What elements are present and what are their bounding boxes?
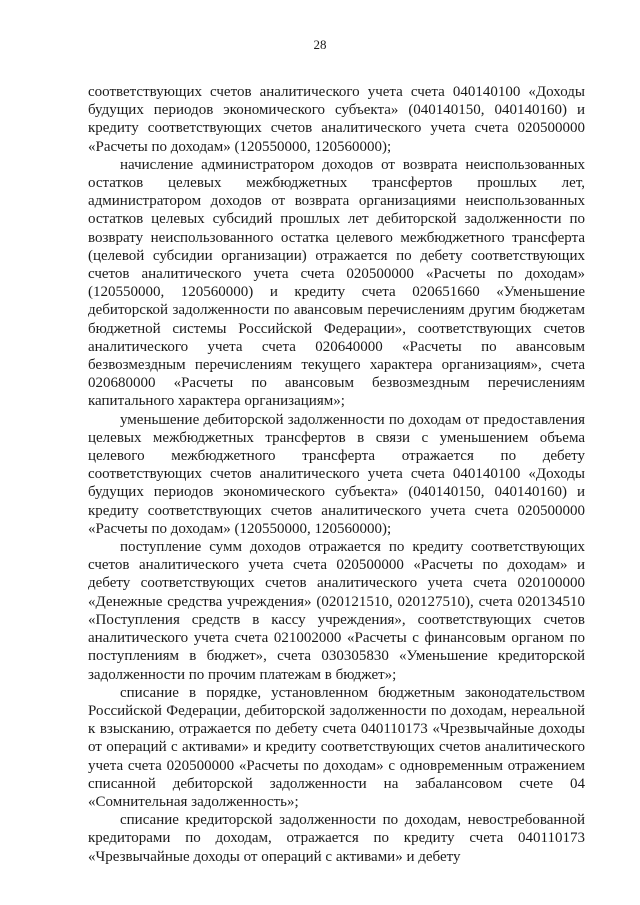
paragraph: соответствующих счетов аналитического учета счета 040140100 «Доходы будущих периодов экономического субъекта» (040140150, 040140160) и кредиту соответствующих счетов аналитического учета счета 020500000 «Расчеты по доходам» (120550000, 120560000); [88,84,585,155]
paragraph: списание в порядке, установленном бюджетным законодательством Российской Федерации, дебиторской задолженности по доходам, нереальной к взысканию, отражается по дебету счета 040110173 «Чрезвычайные доходы от операций с активами» и кредиту соответствующих счетов аналитического учета счета 020500000 «Расчеты по доходам» с одновременным отражением списанной дебиторской задолженности на забалансовом счете 04 «Сомнительная задолженность»; [88,684,585,810]
paragraph: начисление администратором доходов от возврата неиспользованных остатков целевых межбюджетных трансфертов прошлых лет, администратором доходов от возврата организациями неиспользованных остатков целевых субсидий прошлых лет дебиторской задолженности по возврату неиспользованного остатка целевого межбюджетного трансферта (целевой субсидии организации) отражается по дебету соответствующих счетов аналитического учета счета 020500000 «Расчеты по доходам» (120550000, 120560000) и кредиту счета 020651660 «Уменьшение дебиторской задолженности по авансовым перечислениям другим бюджетам бюджетной системы Российской Федерации», соответствующих счетов аналитического учета счета 020640000 «Расчеты по авансовым безвозмездным перечислениям текущего характера организациям», счета 020680000 «Расчеты по авансовым безвозмездным перечислениям капитального характера организациям»; [88,156,585,410]
paragraph: списание кредиторской задолженности по доходам, невостребованной кредиторами по доходам, отражается по кредиту счета 040110173 «Чрезвычайные доходы от операций с активами» и дебету [88,812,585,865]
paragraph: уменьшение дебиторской задолженности по доходам от предоставления целевых межбюджетных трансфертов в связи с уменьшением объема целевого межбюджетного трансферта отражается по дебету соответствующих счетов аналитического учета счета 040140100 «Доходы будущих периодов экономического субъекта» (040140150, 040140160) и кредиту соответствующих счетов аналитического учета счета 020500000 «Расчеты по доходам» (120550000, 120560000); [88,411,585,537]
page-number: 28 [313,37,327,52]
paragraph: поступление сумм доходов отражается по кредиту соответствующих счетов аналитического учета счета 020500000 «Расчеты по доходам» и дебету соответствующих счетов аналитического учета счета 020100000 «Денежные средства учреждения» (020121510, 020127510), счета 020134510 «Поступления средств в кассу учреждения», соответствующих счетов аналитического учета счета 021002000 «Расчеты с финансовым органом по поступлениям в бюджет», счета 030305830 «Уменьшение кредиторской задолженности по прочим платежам в бюджет»; [88,539,585,683]
document-body [88,83,585,866]
